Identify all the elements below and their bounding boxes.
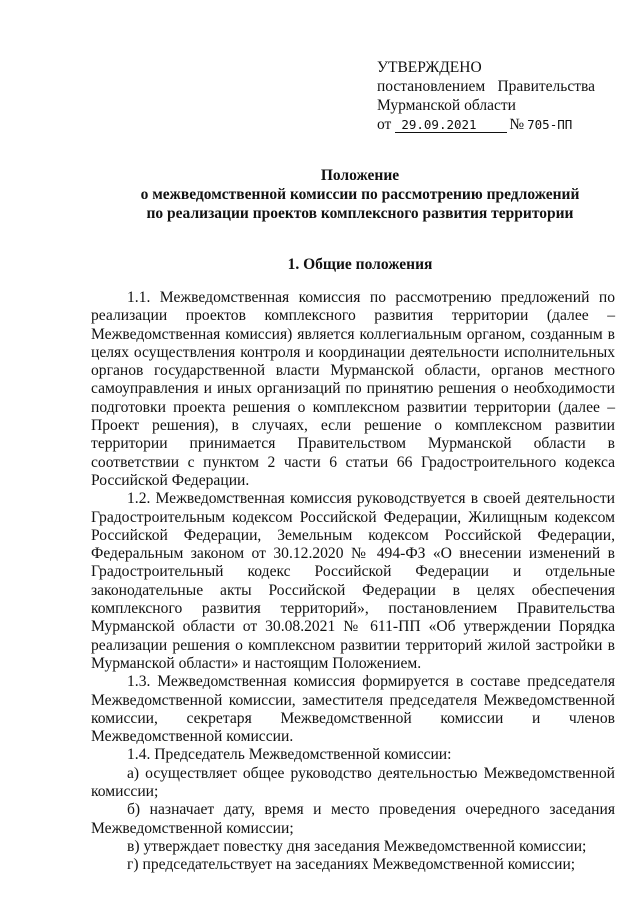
number-label: № [509,116,525,133]
paragraph-1-3: 1.3. Межведомственная комиссия формируется в составе председателя Межведомственной комиссии, заместителя председателя Межведомственной комиссии, секретаря Межведомственной комиссии и членов Межведомственной комиссии. [91,673,615,746]
document-body [91,289,615,875]
title-line-1: Положение [320,167,400,184]
approval-number: 705-ПП [527,117,573,132]
title-line-3: по реализации проектов комплексного развития территории [146,205,574,222]
approval-stamp [377,58,617,134]
approved-heading: УТВЕРЖДЕНО [377,59,482,76]
paragraph-1-4: 1.4. Председатель Межведомственной комиссии: [127,746,452,764]
approved-region: Мурманской области [377,97,516,114]
from-label: от [377,116,392,133]
section-heading: 1. Общие положения [287,256,433,273]
approved-by-word: постановлением [377,78,486,95]
approved-by-org: Правительства [497,78,595,95]
paragraph-1-2: 1.2. Межведомственная комиссия руководствуется в своей деятельности Градостроительным кодексом Российской Федерации, Жилищным кодексом Российской Федерации, Земельным кодексом Российской Федерации, Федеральным законом от 30.12.2020 № 494-ФЗ «О внесении изменений в Градостроительный кодекс Российской Федерации и отдельные законодательные акты Российской Федерации в целях обеспечения комплексного развития территорий», постановлением Правительства Мурманской области от 30.08.2021 № 611-ПП «Об утверждении Порядка реализации решения о комплексном развитии территорий жилой застройки в Мурманской области» и настоящим Положением. [91,490,615,672]
document-title [60,166,640,223]
title-line-2: о межведомственной комиссии по рассмотрению предложений [140,186,580,203]
list-item-g: г) председательствует на заседаниях Межведомственной комиссии; [127,856,576,874]
approval-date: 29.09.2021 [395,117,507,133]
list-item-b: б) назначает дату, время и место проведения очередного заседания Межведомственной комиссии; [91,801,615,837]
approval-date-row [377,115,617,134]
list-item-v: в) утверждает повестку дня заседания Межведомственной комиссии; [127,837,587,855]
approved-by-line [377,77,595,96]
paragraph-1-1: 1.1. Межведомственная комиссия по рассмотрению предложений по реализации проектов комплексного развития территории (далее – Межведомственная комиссия) является коллегиальным органом, созданным в целях осуществления контроля и координации деятельности исполнительных органов государственной власти Мурманской области, органов местного самоуправления и иных организаций по принятию решения о необходимости подготовки проекта решения о комплексном развитии территории (далее – Проект решения), в случаях, если решение о комплексном развитии территории принимается Правительством Мурманской области в соответствии с пунктом 2 части 6 статьи 66 Градостроительного кодекса Российской Федерации. [91,289,615,489]
list-item-a: а) осуществляет общее руководство деятельностью Межведомственной комиссии; [91,764,615,801]
